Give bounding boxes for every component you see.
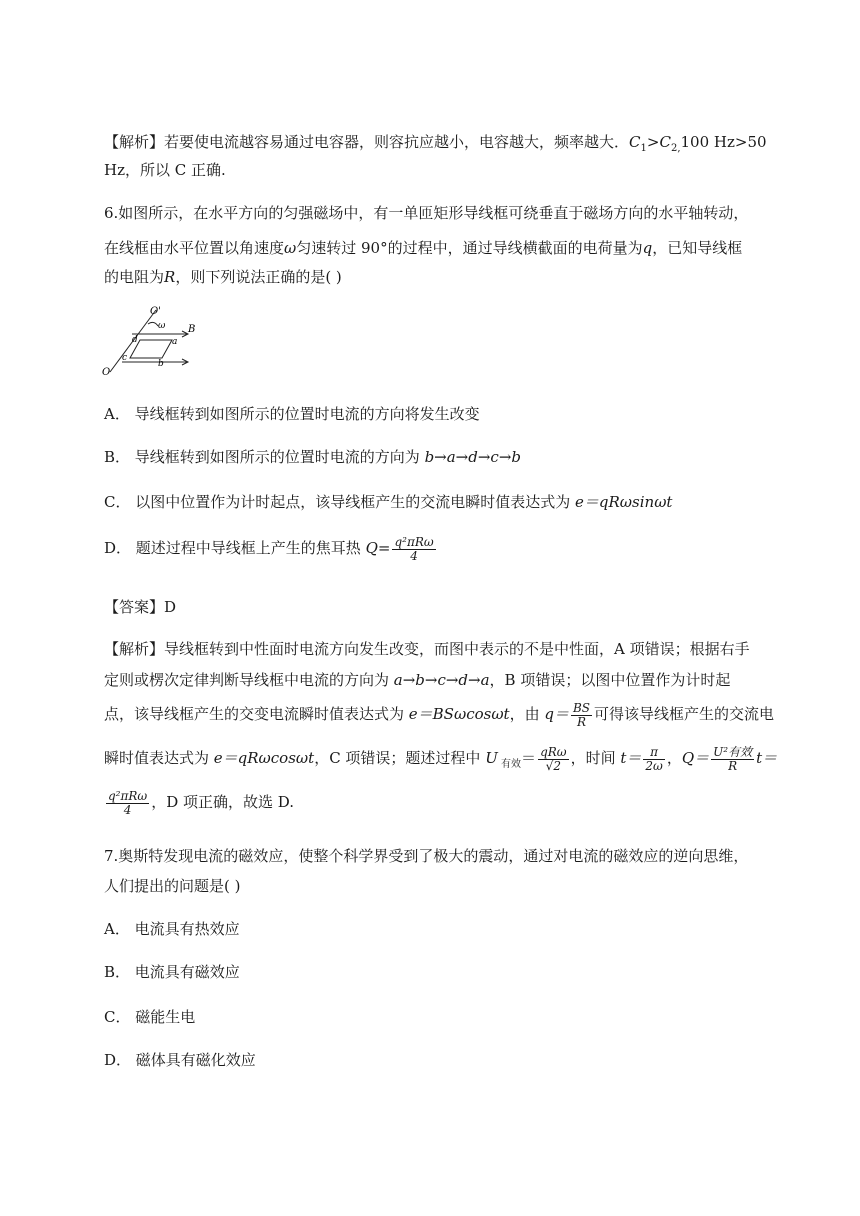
- fraction: [643, 746, 664, 773]
- label-d: d: [132, 335, 138, 345]
- q6-explanation-line1: [104, 639, 750, 659]
- q5-explanation-line2: Hz，所以 C 正确.: [104, 161, 226, 179]
- q5-explanation-line1: [104, 132, 767, 159]
- explain-text: 导线框转到中性面时电流方向发生改变，而图中表示的不是中性面，A 项错误；根据右手: [164, 640, 750, 658]
- q6-stem-line3: [104, 267, 342, 287]
- stem-text: ，则下列说法正确的是( ): [175, 268, 342, 286]
- var-t: t＝: [620, 749, 642, 767]
- q7-stem-line1: 7.奥斯特发现电流的磁效应，使整个科学界受到了极大的震动，通过对电流的磁效应的逆向思维，: [104, 847, 749, 865]
- var-q: q: [642, 239, 653, 257]
- numerator: q²πRω: [108, 788, 148, 803]
- var-omega: ω: [284, 239, 297, 257]
- fraction: [571, 702, 592, 729]
- q7-option-d: D． 磁体具有磁化效应: [104, 1051, 256, 1069]
- fraction: [106, 790, 149, 817]
- label-b: b: [158, 359, 164, 369]
- explain-text: 可得该导线框产生的交流电: [594, 705, 775, 723]
- q6-explanation-line3: [104, 700, 774, 729]
- fraction: [392, 536, 435, 563]
- denominator: √2: [545, 758, 561, 773]
- expression: e＝qRωsinωt: [575, 493, 673, 511]
- q6-explanation-line5: [104, 788, 294, 817]
- q6-explanation-line2: [104, 670, 730, 690]
- label-omega: ω: [158, 321, 166, 331]
- label-o-prime: O': [150, 306, 161, 317]
- expression: e＝qRωcosωt: [213, 749, 315, 767]
- q6-option-d: [104, 534, 438, 563]
- denominator: R: [728, 758, 738, 773]
- var-c2: C: [659, 133, 671, 151]
- stem-text: ，已知导线框: [652, 239, 743, 257]
- explain-text: ，B 项错误；以图中位置作为计时起: [489, 671, 731, 689]
- q7-stem-line2: 人们提出的问题是( ): [104, 877, 241, 895]
- expression: e＝BSωcosωt: [408, 705, 510, 723]
- q6-answer: 【答案】D: [104, 598, 177, 616]
- equals: ＝: [521, 749, 537, 767]
- gt-sign: >: [646, 133, 660, 151]
- option-text: D． 题述过程中导线框上产生的焦耳热: [104, 539, 366, 557]
- explain-text: ，D 项正确，故选 D.: [151, 793, 295, 811]
- denominator: R: [576, 714, 587, 729]
- var-q-heat: Q=: [365, 539, 391, 557]
- explain-label: 【解析】: [104, 133, 165, 151]
- fraction: [538, 746, 569, 773]
- explain-text: ，C 项错误；题述过程中: [314, 749, 486, 767]
- q6-explanation-line4: [104, 744, 777, 779]
- var-r: R: [164, 268, 176, 286]
- q7-option-c: C． 磁能生电: [104, 1008, 196, 1026]
- q7-option-b: B． 电流具有磁效应: [104, 963, 240, 981]
- stem-text: 匀速转过 90°的过程中，通过导线横截面的电荷量为: [296, 239, 643, 257]
- numerator: qRω: [540, 744, 567, 759]
- q6-stem-line2: [104, 238, 742, 258]
- q6-stem-line1: 6.如图所示，在水平方向的匀强磁场中，有一单匝矩形导线框可绕垂直于磁场方向的水平轴转动，: [104, 204, 749, 222]
- q6-option-c: [104, 492, 672, 512]
- numerator: BS: [572, 700, 591, 715]
- q6-option-b: [104, 447, 521, 467]
- numerator: U²有效: [713, 744, 753, 759]
- q7-option-a: A． 电流具有热效应: [104, 920, 240, 938]
- explain-text: ，由: [509, 705, 545, 723]
- numerator: q²πRω: [394, 534, 434, 549]
- stem-text: 的电阻为: [104, 268, 165, 286]
- label-a: a: [172, 337, 178, 347]
- q6-option-a: A． 导线框转到如图所示的位置时电流的方向将发生改变: [104, 405, 480, 423]
- current-path: a→b→c→d→a: [393, 671, 490, 689]
- sub-2: 2,: [670, 143, 681, 154]
- explain-text: ，: [666, 749, 682, 767]
- explain-text: 点，该导线框产生的交变电流瞬时值表达式为: [104, 705, 409, 723]
- option-text: B． 导线框转到如图所示的位置时电流的方向为: [104, 448, 425, 466]
- omega-arc: [148, 322, 158, 326]
- var-t: t＝: [756, 749, 778, 767]
- explain-text: 若要使电流越容易通过电容器，则容抗应越小，电容越大，频率越大．: [164, 133, 630, 151]
- label-c: c: [122, 353, 128, 363]
- var-u: U: [485, 749, 498, 767]
- var-q: q＝: [544, 705, 569, 723]
- current-path: b→a→d→c→b: [424, 448, 521, 466]
- denominator: 2ω: [645, 758, 663, 773]
- freq-compare: 100 Hz>50: [680, 133, 767, 151]
- rotating-loop-figure: [100, 304, 208, 378]
- explain-text: ，时间: [570, 749, 621, 767]
- fraction: [711, 746, 754, 773]
- sub-effective: 有效: [497, 759, 522, 770]
- explain-text: 定则或楞次定律判断导线框中电流的方向为: [104, 671, 394, 689]
- explain-label: 【解析】: [104, 640, 165, 658]
- var-q-heat: Q＝: [681, 749, 710, 767]
- sub-1: 1: [640, 143, 647, 154]
- numerator: π: [643, 746, 664, 760]
- var-c1: C: [629, 133, 641, 151]
- denominator: 4: [123, 802, 132, 817]
- option-text: C． 以图中位置作为计时起点，该导线框产生的交流电瞬时值表达式为: [104, 493, 576, 511]
- stem-text: 在线框由水平位置以角速度: [104, 239, 285, 257]
- label-o: O: [102, 367, 111, 378]
- denominator: 4: [410, 548, 418, 563]
- explain-text: 瞬时值表达式为: [104, 749, 214, 767]
- label-b-field: B: [188, 324, 196, 335]
